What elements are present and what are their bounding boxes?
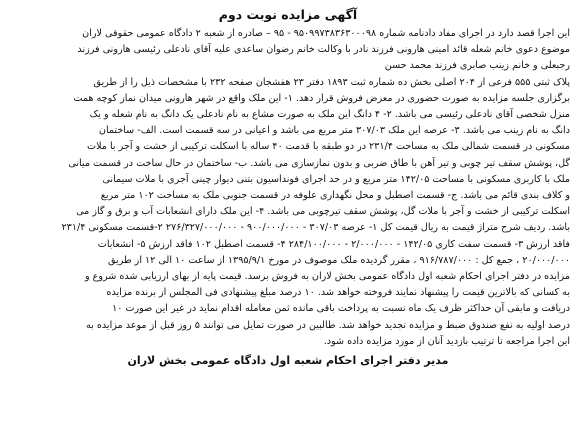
notice-line: باشد. ردیف شرح متراژ قیمت به ریال قیمت کل ۱- عرصه ۳۰۷/۰۳ - ۹۰۰/۰۰۰/۰۰۰ - ۲۷۶/۳۲۷/۰۰۰/۰۰۰ ۲-قسمت مسکونی ۲۳۱/۴ (61, 222, 570, 234)
notice-line: مسکونی در قسمت شمالی ملک به مساحت ۲۳۱/۴ در دو طبقه با قدمت ۴۰ ساله با اسکلت ترکیبی از خشت و آجر با ملات (87, 141, 570, 153)
notice-line: فاقد ارزش ۳- قسمت سفت کاری ۱۴۲/۰۵ - ۲/۰۰۰/۰۰۰ - ۲۸۴/۱۰۰/۰۰۰ ۴- قسمت اصطبل ۱۰۲ فاقد ارزش ۵- انشعابات (97, 238, 570, 250)
notice-line: دریافت و مابقی آن حداکثر ظرف یک ماه نسبت به پرداخت باقی مانده ثمن معامله اقدام نماید در غیر این صورت ۱۰ (112, 303, 570, 315)
notice-line: این اجرا قصد دارد در اجرای مفاد دادنامه شماره ۹۵۰۹۹۷۳۸۳۶۳۰۰۰۹۸ - ۹۵ – صادره از شعبه ۲ دادگاه عمومی حقوقی لاران (82, 28, 570, 39)
notice-line: درصد اولیه به نفع صندوق ضبط و مزایده تجدید خواهد شد. طالبین در صورت تمایل می توانند ۵ روز قبل از موعد مزایده به (85, 319, 570, 331)
notice-line: دانگ به نام زینب می باشد. ۳- عرصه این ملک ۳۰۷/۰۳ متر مربع می باشد و اعیانی در سه قسمت است. الف- ساختمان (98, 125, 570, 137)
notice-line: مزایده در دفتر اجرای احکام شعبه اول دادگاه عمومی بخش لاران به فروش برسد. قیمت پایه از بهای ارزیابی شده شروع و (84, 271, 570, 283)
notice-line: رجبعلی و خانم زینب صابری فرزند محمد حسن (384, 60, 570, 72)
notice-title: آگهی مزایده نوبت دوم (218, 7, 358, 22)
notice-line: به کسانی که بالاترین قیمت را پیشنهاد نمایند فروخته خواهد شد. ۱۰ درصد مبلغ پیشنهادی فی المجلس از برنده مزایده (106, 287, 570, 299)
notice-line: اسکلت ترکیبی از خشت و آجر با ملات گل، پوشش سقف تیرچوبی می باشد. ۴- این ملک دارای انشعابات آب و برق و گاز می (76, 206, 570, 218)
notice-line: موضوع دعوی خانم شعله قائد امینی هارونی فرزند نادر با وکالت خانم رضوان ساعدی علیه آقای نادعلی رئیسی هارونی فرزند (77, 44, 570, 56)
notice-line: پلاک ثبتی ۵۵۵ فرعی از ۲۰۴ اصلی بخش ده شماره ثبت ۱۸۹۳ دفتر ۲۳ هفشجان صفحه ۲۳۲ با مشخصات ذیل را از طریق (93, 76, 570, 88)
notice-page (6, 4, 570, 422)
notice-line: و کلاف بندی قائم می باشد. ج- قسمت اصطبل و محل نگهداری علوفه در قسمت جنوبی ملک به مساحت ۱۰۲ متر مربع (100, 190, 570, 202)
notice-body (6, 26, 570, 350)
notice-line: این اجرا مراجعه تا ترتیب بازدید آنان از مورد مزایده داده شود. (323, 335, 570, 347)
notice-line: برگزاری جلسه مزایده به صورت حضوری در معرض فروش قرار دهد. ۱- این ملک واقع در شهر هارونی میدان نماز کوچه همت (73, 92, 570, 104)
notice-line: ملک با کاربری مسکونی با مساحت ۱۴۲/۰۵ متر مربع و در حد اجرای فونداسیون بتنی دیوار چینی آجری با ملات سیمانی (102, 173, 570, 185)
notice-line: گل، پوشش سقف تیر چوبی و تیر آهن با طاق ضربی و بدون نمازسازی می باشد. ب- ساختمان در حال ساخت در قسمت میانی (68, 157, 570, 169)
notice-line: منزل شخصی آقای نادعلی رئیسی می باشد. ۲- ۴ دانگ این ملک به صورت مشاع به نام نادعلی یک دانگ به نام شعله و یک (89, 109, 570, 121)
notice-line: ۲۰/۰۰۰/۰۰۰ ، جمع کل : ۹۱۶/۷۸۷/۰۰۰ ، مقرر گردیده ملک موصوف در مورخ ۱۳۹۵/۹/۱ از ساعت ۱۰ الی ۱۲ از طریق (108, 254, 570, 266)
notice-footer-signature: مدیر دفتر اجرای احکام شعبه اول دادگاه عمومی بخش لاران (127, 354, 449, 368)
